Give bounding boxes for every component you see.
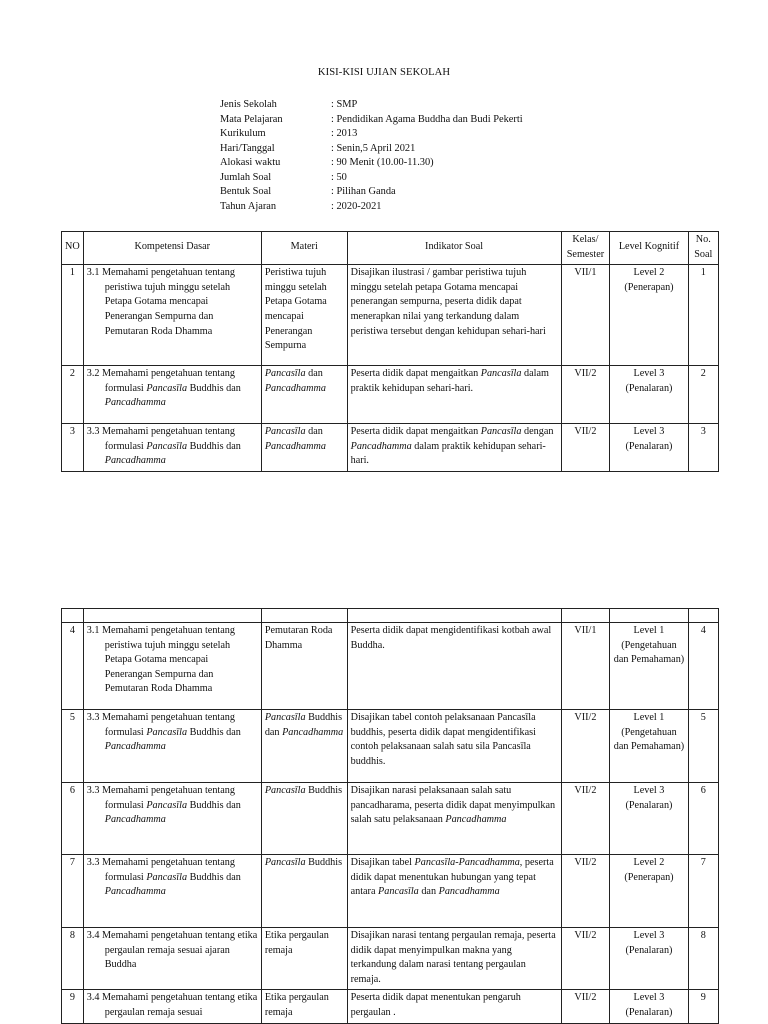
table-row bbox=[62, 855, 719, 928]
kisi-kisi-table-page-2 bbox=[61, 608, 719, 1024]
cell-kompetensi-dasar-text: 3.2 Memahami pengetahuan tentang formulasi Pancasīla Buddhis dan Pancadhamma bbox=[86, 368, 241, 409]
cell-indikator-soal-text: Disajikan narasi pelaksanaan salah satu pancadharama, peserta didik dapat menyimpulkan salah satu pelaksanaan Pancadhamma bbox=[350, 785, 556, 826]
cell-level-kognitif-text: Level 3 (Penalaran) bbox=[625, 368, 673, 394]
cell-no-soal bbox=[688, 424, 718, 472]
cell-kompetensi-dasar bbox=[83, 265, 261, 366]
cell-no-text: 8 bbox=[69, 930, 75, 941]
cell-indikator-soal bbox=[347, 366, 561, 424]
cell-materi-text: Peristiwa tujuh minggu setelah Petapa Gotama mencapai Penerangan Sempurna bbox=[264, 267, 327, 352]
header-materi: Materi bbox=[261, 232, 347, 265]
cell-kelas-semester bbox=[561, 855, 610, 928]
cell-no bbox=[62, 366, 84, 424]
cell-indikator-soal bbox=[347, 265, 561, 366]
meta-value: : 50 bbox=[331, 171, 347, 183]
cell-level-kognitif bbox=[610, 366, 688, 424]
cell-kelas-semester bbox=[561, 366, 610, 424]
cell-kelas-semester-text: VII/1 bbox=[574, 625, 597, 636]
cell-level-kognitif bbox=[610, 855, 688, 928]
cell-kelas-semester bbox=[561, 990, 610, 1023]
cell-kompetensi-dasar-text: 3.3 Memahami pengetahuan tentang formulasi Pancasīla Buddhis dan Pancadhamma bbox=[86, 426, 241, 467]
cell-indikator-soal-text: Peserta didik dapat mengaitkan Pancasīla dalam praktik kehidupan sehari-hari. bbox=[350, 368, 549, 394]
cell-kompetensi-dasar bbox=[83, 855, 261, 928]
cell-kelas-semester bbox=[561, 710, 610, 783]
cell-kelas-semester-text: VII/2 bbox=[574, 426, 597, 438]
cell-no bbox=[62, 710, 84, 783]
meta-row-date bbox=[220, 142, 523, 157]
empty-cell bbox=[610, 609, 688, 623]
cell-indikator-soal bbox=[347, 710, 561, 783]
cell-indikator-soal-text: Disajikan ilustrasi / gambar peristiwa tujuh minggu setelah petapa Gotama mencapai penerangan sempurna, peserta didik dapat menerapkan nilai yang terkandung dalam peristiwa tersebut dengan kehidupan sehari-hari bbox=[350, 267, 546, 337]
cell-no-soal-text: 1 bbox=[700, 267, 706, 279]
cell-level-kognitif bbox=[610, 623, 688, 710]
cell-no-soal-text: 7 bbox=[700, 857, 706, 868]
cell-no-soal-text: 8 bbox=[700, 930, 706, 941]
cell-no bbox=[62, 783, 84, 855]
cell-kompetensi-dasar-text: 3.4 Memahami pengetahuan tentang etika pergaulan remaja sesuai ajaran Buddha bbox=[86, 930, 258, 971]
meta-row-question-type bbox=[220, 185, 523, 200]
empty-cell bbox=[347, 609, 561, 623]
cell-kompetensi-dasar-text: 3.1 Memahami pengetahuan tentang peristiwa tujuh minggu setelah Petapa Gotama mencapai Penerangan Sempurna dan Pemutaran Roda Dhamma bbox=[86, 625, 235, 695]
header-no: NO bbox=[62, 232, 84, 265]
meta-row-school bbox=[220, 98, 523, 113]
meta-value: : 2020-2021 bbox=[331, 200, 382, 212]
meta-value: : 2013 bbox=[331, 128, 358, 139]
cell-indikator-soal bbox=[347, 623, 561, 710]
cell-level-kognitif-text: Level 1 (Pengetahuan dan Pemahaman) bbox=[613, 625, 685, 666]
cell-materi bbox=[261, 928, 347, 990]
cell-no-text: 6 bbox=[69, 785, 75, 796]
cell-indikator-soal-text: Disajikan tabel contoh pelaksanaan Pancasīla buddhis, peserta didik dapat mengidentifikasi contoh pelaksanaan salah satu sila Pancasīla buddhis. bbox=[350, 712, 536, 767]
cell-kompetensi-dasar bbox=[83, 990, 261, 1023]
cell-level-kognitif-text: Level 3 (Penalaran) bbox=[625, 992, 673, 1018]
cell-no-text: 7 bbox=[69, 857, 75, 868]
cell-indikator-soal bbox=[347, 928, 561, 990]
table-row bbox=[62, 424, 719, 472]
meta-label: Kurikulum bbox=[220, 128, 266, 139]
table-row bbox=[62, 990, 719, 1023]
cell-no-soal bbox=[688, 265, 718, 366]
cell-materi bbox=[261, 710, 347, 783]
cell-kelas-semester-text: VII/1 bbox=[574, 267, 597, 279]
header-level-kognitif: Level Kognitif bbox=[610, 232, 688, 265]
cell-level-kognitif bbox=[610, 990, 688, 1023]
table-row bbox=[62, 928, 719, 990]
table-row bbox=[62, 366, 719, 424]
table-row bbox=[62, 623, 719, 710]
cell-kompetensi-dasar bbox=[83, 366, 261, 424]
meta-label: Tahun Ajaran bbox=[220, 200, 277, 212]
cell-no-soal-text: 2 bbox=[700, 368, 706, 380]
cell-materi bbox=[261, 265, 347, 366]
cell-indikator-soal-text: Peserta didik dapat mengaitkan Pancasīla dengan Pancadhamma dalam praktik kehidupan sehari-hari. bbox=[350, 426, 554, 467]
empty-cell bbox=[561, 609, 610, 623]
cell-indikator-soal-text: Peserta didik dapat menentukan pengaruh pergaulan . bbox=[350, 992, 521, 1018]
header-indikator-soal: Indikator Soal bbox=[347, 232, 561, 265]
cell-level-kognitif-text: Level 3 (Penalaran) bbox=[625, 426, 673, 452]
meta-label: Jumlah Soal bbox=[220, 171, 272, 183]
cell-no-soal-text: 9 bbox=[700, 992, 706, 1004]
cell-level-kognitif bbox=[610, 424, 688, 472]
cell-kelas-semester-text: VII/2 bbox=[574, 857, 597, 868]
cell-no bbox=[62, 855, 84, 928]
cell-materi-text: Pancasīla Buddhis bbox=[264, 785, 343, 796]
cell-indikator-soal-text: Disajikan tabel Pancasīla-Pancadhamma, peserta didik dapat menentukan hubungan yang tepat antara Pancasīla dan Pancadhamma bbox=[350, 857, 554, 898]
header-kelas-semester: Kelas/ Semester bbox=[561, 232, 610, 265]
cell-no-soal-text: 4 bbox=[700, 625, 706, 636]
cell-indikator-soal-text: Peserta didik dapat mengidentifikasi kotbah awal Buddha. bbox=[350, 625, 552, 651]
cell-level-kognitif-text: Level 3 (Penalaran) bbox=[625, 785, 673, 811]
cell-indikator-soal bbox=[347, 424, 561, 472]
table-row bbox=[62, 783, 719, 855]
meta-value: : Pilihan Ganda bbox=[331, 186, 396, 197]
cell-no bbox=[62, 265, 84, 366]
meta-row-question-count bbox=[220, 171, 523, 186]
cell-kompetensi-dasar-text: 3.4 Memahami pengetahuan tentang etika pergaulan remaja sesuai bbox=[86, 992, 258, 1018]
cell-no-text: 1 bbox=[69, 267, 75, 279]
cell-materi-text: Etika pergaulan remaja bbox=[264, 992, 329, 1018]
table-empty-header-row bbox=[62, 609, 719, 623]
document-title: KISI-KISI UJIAN SEKOLAH bbox=[317, 67, 451, 78]
cell-level-kognitif bbox=[610, 710, 688, 783]
cell-kompetensi-dasar-text: 3.1 Memahami pengetahuan tentang peristiwa tujuh minggu setelah Petapa Gotama mencapai Penerangan Sempurna dan Pemutaran Roda Dhamma bbox=[86, 267, 235, 337]
cell-kelas-semester bbox=[561, 623, 610, 710]
cell-kelas-semester bbox=[561, 265, 610, 366]
cell-no bbox=[62, 424, 84, 472]
exam-metadata bbox=[220, 98, 523, 214]
cell-no bbox=[62, 623, 84, 710]
cell-kompetensi-dasar bbox=[83, 623, 261, 710]
cell-materi-text: Pancasīla dan Pancadhamma bbox=[264, 368, 326, 394]
meta-value: : 90 Menit (10.00-11.30) bbox=[331, 157, 434, 168]
cell-level-kognitif-text: Level 2 (Penerapan) bbox=[624, 857, 674, 883]
cell-kelas-semester-text: VII/2 bbox=[574, 992, 597, 1004]
header-kompetensi-dasar: Kompetensi Dasar bbox=[83, 232, 261, 265]
cell-materi bbox=[261, 623, 347, 710]
cell-level-kognitif-text: Level 1 (Pengetahuan dan Pemahaman) bbox=[613, 712, 685, 753]
cell-indikator-soal bbox=[347, 783, 561, 855]
empty-cell bbox=[62, 609, 84, 623]
header-no-soal: No. Soal bbox=[688, 232, 718, 265]
meta-value: : SMP bbox=[331, 99, 358, 110]
meta-label: Alokasi waktu bbox=[220, 157, 281, 168]
cell-materi-text: Pancasīla Buddhis bbox=[264, 857, 343, 868]
cell-kompetensi-dasar bbox=[83, 783, 261, 855]
table-row bbox=[62, 710, 719, 783]
cell-kelas-semester-text: VII/2 bbox=[574, 930, 597, 941]
cell-indikator-soal-text: Disajikan narasi tentang pergaulan remaja, peserta didik dapat menyimpulkan makna yang terkandung dalam narasi tentang pergaulan remaja. bbox=[350, 930, 556, 985]
cell-kelas-semester-text: VII/2 bbox=[574, 368, 597, 380]
cell-kompetensi-dasar-text: 3.3 Memahami pengetahuan tentang formulasi Pancasīla Buddhis dan Pancadhamma bbox=[86, 857, 241, 898]
cell-no-soal bbox=[688, 366, 718, 424]
cell-no bbox=[62, 990, 84, 1023]
cell-kelas-semester-text: VII/2 bbox=[574, 785, 597, 796]
meta-row-curriculum bbox=[220, 127, 523, 142]
cell-no-soal-text: 3 bbox=[700, 426, 706, 438]
meta-row-academic-year bbox=[220, 200, 523, 215]
cell-indikator-soal bbox=[347, 855, 561, 928]
cell-level-kognitif bbox=[610, 265, 688, 366]
cell-no-text: 9 bbox=[69, 992, 75, 1004]
meta-value: : Pendidikan Agama Buddha dan Budi Pekerti bbox=[331, 113, 523, 125]
cell-materi bbox=[261, 424, 347, 472]
cell-no bbox=[62, 928, 84, 990]
cell-kompetensi-dasar bbox=[83, 928, 261, 990]
cell-level-kognitif bbox=[610, 928, 688, 990]
cell-no-soal bbox=[688, 990, 718, 1023]
cell-materi-text: Pancasīla Buddhis dan Pancadhamma bbox=[264, 712, 344, 738]
table-header-row bbox=[62, 232, 719, 265]
cell-materi bbox=[261, 366, 347, 424]
cell-no-soal-text: 6 bbox=[700, 785, 706, 796]
empty-cell bbox=[688, 609, 718, 623]
cell-kelas-semester bbox=[561, 424, 610, 472]
cell-kelas-semester bbox=[561, 783, 610, 855]
cell-indikator-soal bbox=[347, 990, 561, 1023]
empty-cell bbox=[83, 609, 261, 623]
cell-materi bbox=[261, 783, 347, 855]
cell-no-soal bbox=[688, 855, 718, 928]
cell-materi-text: Pemutaran Roda Dhamma bbox=[264, 625, 333, 651]
cell-materi-text: Pancasīla dan Pancadhamma bbox=[264, 426, 326, 452]
meta-label: Hari/Tanggal bbox=[220, 142, 275, 154]
cell-materi-text: Etika pergaulan remaja bbox=[264, 930, 329, 956]
meta-row-subject bbox=[220, 113, 523, 128]
kisi-kisi-table-page-1 bbox=[61, 231, 719, 472]
meta-row-time bbox=[220, 156, 523, 171]
cell-kompetensi-dasar-text: 3.3 Memahami pengetahuan tentang formulasi Pancasīla Buddhis dan Pancadhamma bbox=[86, 785, 241, 826]
cell-no-text: 4 bbox=[69, 625, 75, 636]
cell-no-text: 2 bbox=[69, 368, 75, 380]
cell-no-text: 5 bbox=[69, 712, 75, 723]
table-row bbox=[62, 265, 719, 366]
cell-no-soal bbox=[688, 783, 718, 855]
cell-level-kognitif-text: Level 2 (Penerapan) bbox=[624, 267, 674, 293]
cell-no-soal bbox=[688, 710, 718, 783]
empty-cell bbox=[261, 609, 347, 623]
cell-no-soal bbox=[688, 928, 718, 990]
cell-no-text: 3 bbox=[69, 426, 75, 438]
cell-kompetensi-dasar bbox=[83, 424, 261, 472]
meta-label: Jenis Sekolah bbox=[220, 99, 277, 110]
cell-kelas-semester bbox=[561, 928, 610, 990]
meta-value: : Senin,5 April 2021 bbox=[331, 142, 416, 154]
cell-kelas-semester-text: VII/2 bbox=[574, 712, 597, 723]
cell-materi bbox=[261, 855, 347, 928]
cell-no-soal-text: 5 bbox=[700, 712, 706, 723]
cell-no-soal bbox=[688, 623, 718, 710]
meta-label: Mata Pelajaran bbox=[220, 113, 283, 125]
cell-level-kognitif-text: Level 3 (Penalaran) bbox=[625, 930, 673, 956]
meta-label: Bentuk Soal bbox=[220, 186, 272, 197]
cell-kompetensi-dasar bbox=[83, 710, 261, 783]
cell-kompetensi-dasar-text: 3.3 Memahami pengetahuan tentang formulasi Pancasīla Buddhis dan Pancadhamma bbox=[86, 712, 241, 753]
cell-materi bbox=[261, 990, 347, 1023]
cell-level-kognitif bbox=[610, 783, 688, 855]
